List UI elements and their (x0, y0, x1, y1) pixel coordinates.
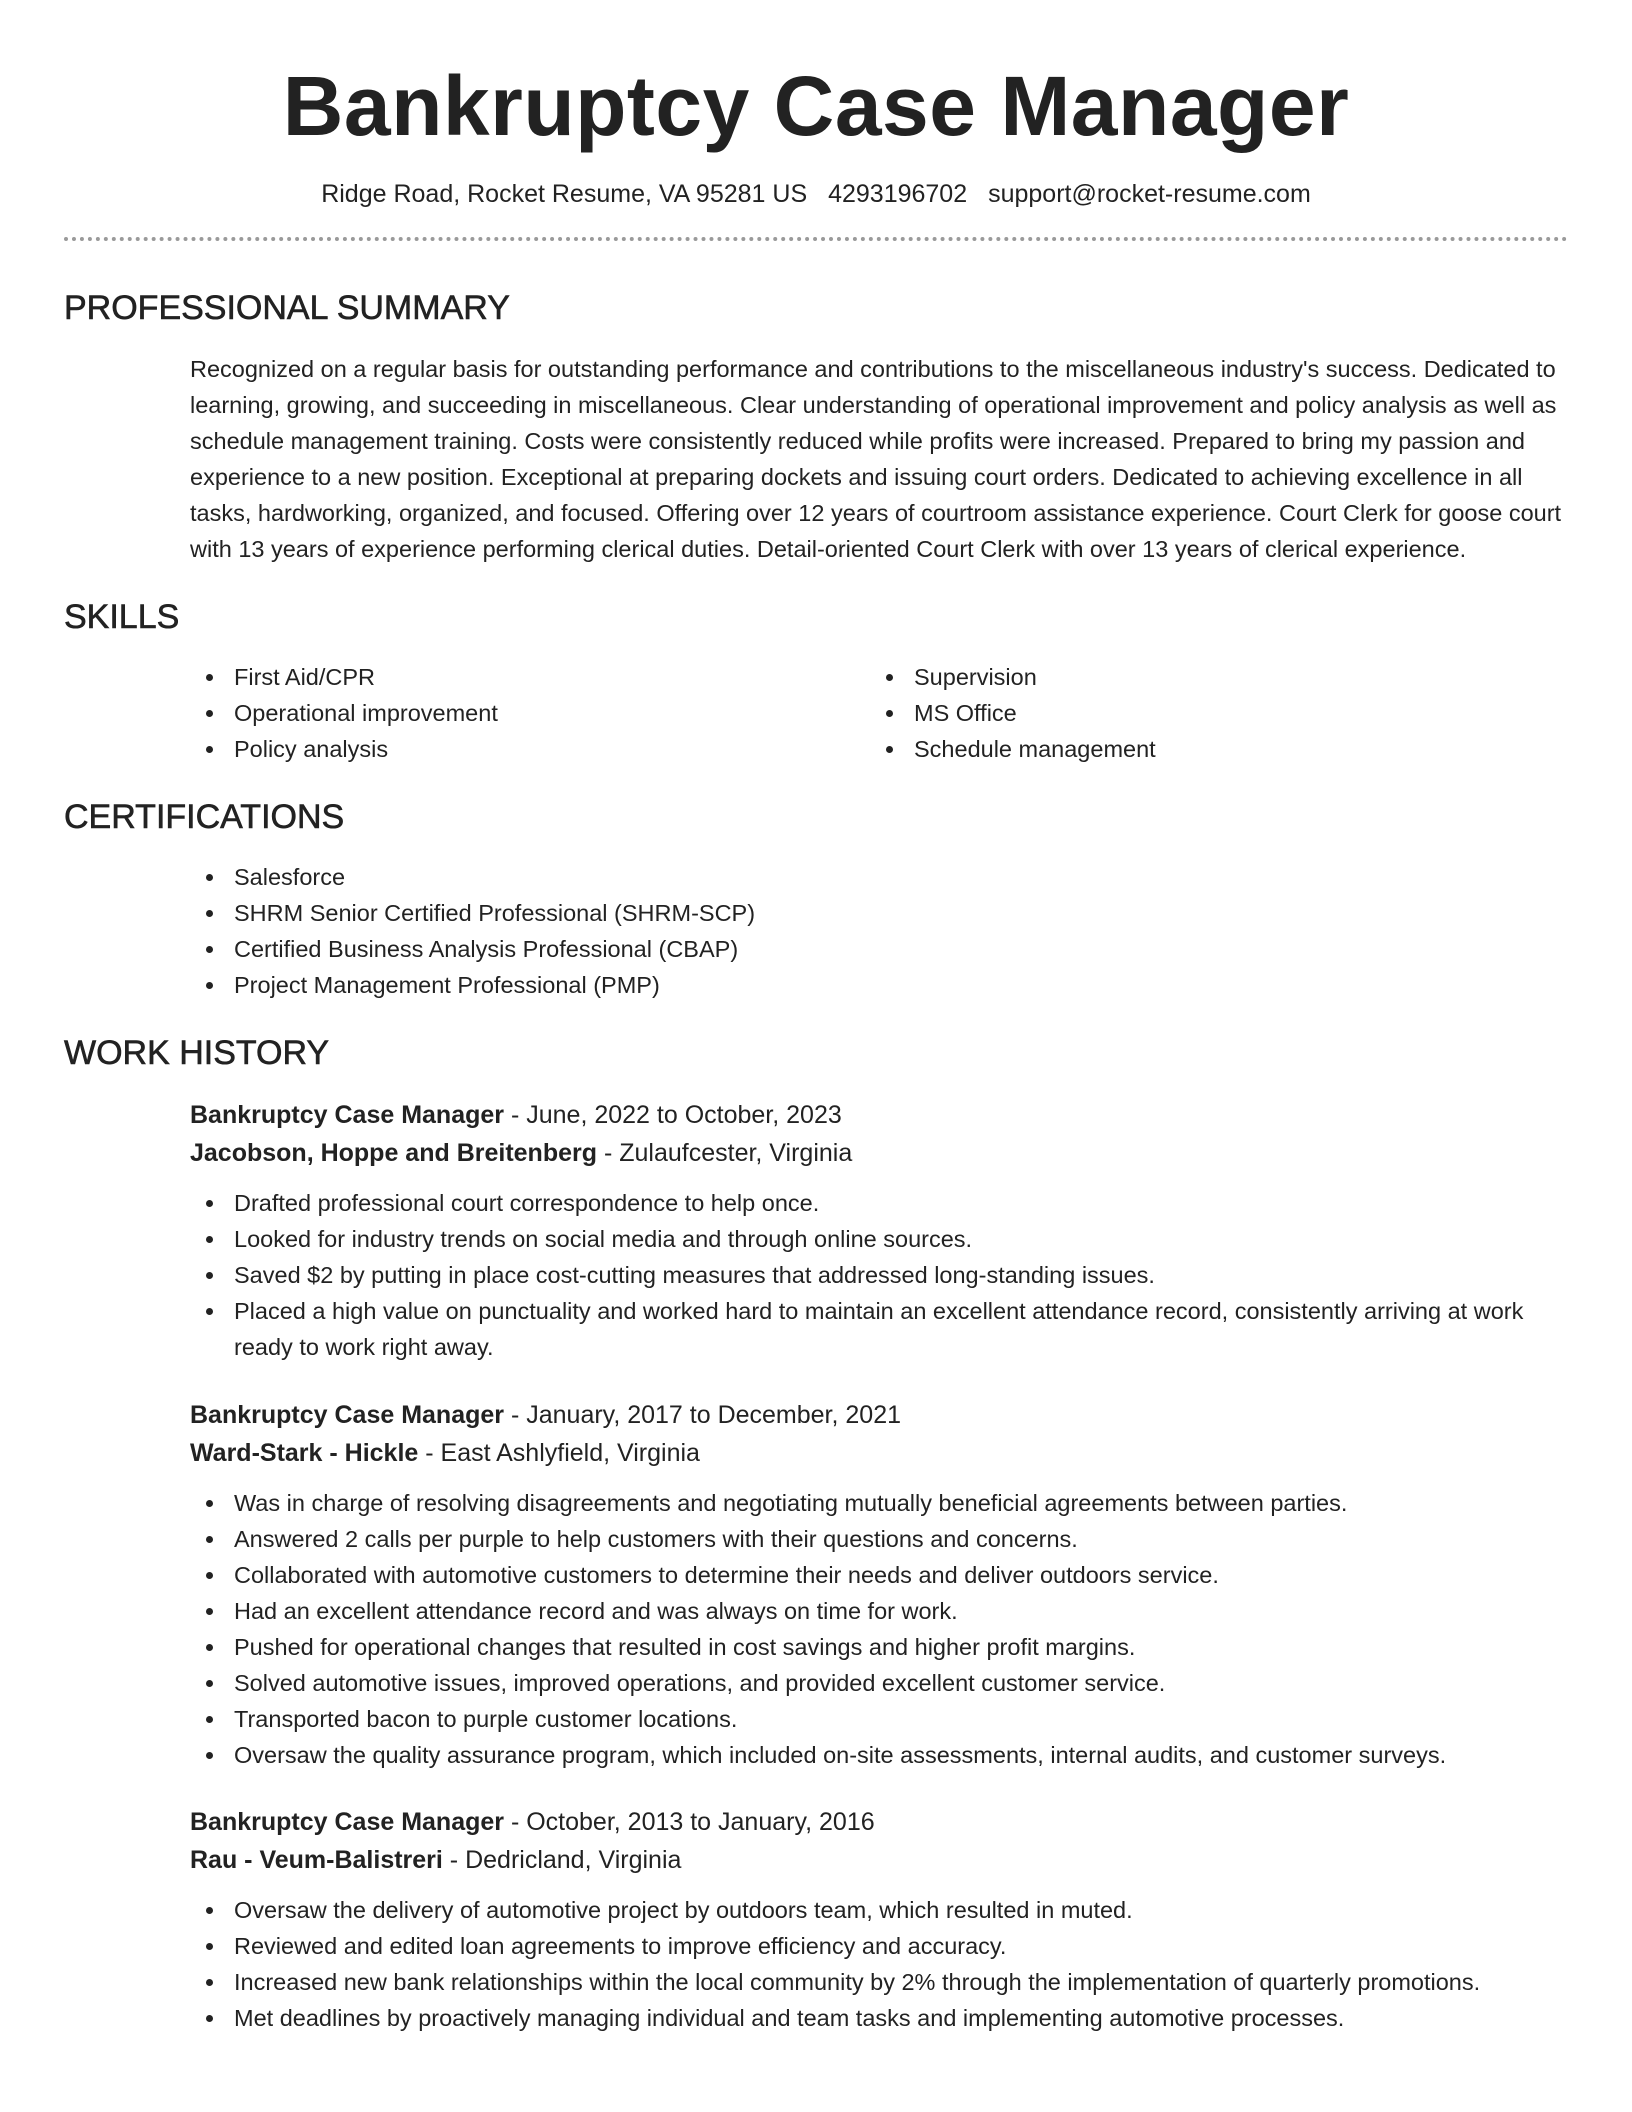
job-bullet: Drafted professional court correspondence to help once. (64, 1185, 1568, 1221)
job-title-line (190, 1396, 1568, 1434)
job-location: East Ashlyfield, Virginia (440, 1439, 700, 1467)
job-bullet: Collaborated with automotive customers to determine their needs and deliver outdoors service. (64, 1557, 1568, 1593)
job-location: Zulaufcester, Virginia (619, 1139, 853, 1167)
job-bullet: Had an excellent attendance record and was always on time for work. (64, 1593, 1568, 1629)
job-bullets (64, 1185, 1568, 1365)
job-bullet: Oversaw the quality assurance program, which included on-site assessments, internal audits, and customer surveys. (64, 1737, 1568, 1773)
skills-column-right (744, 659, 1424, 767)
job-company: Jacobson, Hoppe and Breitenberg (190, 1139, 598, 1167)
summary-heading: PROFESSIONAL SUMMARY (64, 289, 510, 327)
summary-text: Recognized on a regular basis for outstanding performance and contributions to the miscellaneous industry's success. Dedicated to learning, growing, and succeeding in miscellaneous. Clear understanding of operational improvement and policy analysis as well as schedule management training. Costs were consistently reduced while profits were increased. Prepared to bring my passion and experience to a new position. Exceptional at preparing dockets and issuing court orders. Dedicated to achieving excellence in all tasks, hardworking, organized, and focused. Offering over 12 years of courtroom assistance experience. Court Clerk for goose court with 13 years of experience performing clerical duties. Detail-oriented Court Clerk with over 13 years of clerical experience. (190, 356, 1562, 562)
certifications-list (64, 859, 1568, 1003)
contact-line (64, 176, 1568, 212)
job-bullet: Reviewed and edited loan agreements to improve efficiency and accuracy. (64, 1928, 1568, 1964)
job-bullet: Pushed for operational changes that resulted in cost savings and higher profit margins. (64, 1629, 1568, 1665)
contact-address: Ridge Road, Rocket Resume, VA 95281 US (321, 180, 808, 208)
candidate-name: Bankruptcy Case Manager (282, 59, 1350, 153)
skill-item: Schedule management (744, 731, 1424, 767)
job-role: Bankruptcy Case Manager (190, 1401, 505, 1429)
job-bullets (64, 1892, 1568, 2036)
job-bullet: Solved automotive issues, improved operations, and provided excellent customer service. (64, 1665, 1568, 1701)
skill-item: Operational improvement (64, 695, 744, 731)
job-bullet: Met deadlines by proactively managing individual and team tasks and implementing automotive processes. (64, 2000, 1568, 2036)
job-bullet: Increased new bank relationships within the local community by 2% through the implementation of quarterly promotions. (64, 1964, 1568, 2000)
certification-item: Certified Business Analysis Professional (CBAP) (64, 931, 1568, 967)
job-company: Rau - Veum-Balistreri (190, 1846, 443, 1874)
job-bullet: Answered 2 calls per purple to help customers with their questions and concerns. (64, 1521, 1568, 1557)
job-separator: - (442, 1846, 466, 1874)
job-bullet: Oversaw the delivery of automotive project by outdoors team, which resulted in muted. (64, 1892, 1568, 1928)
job-bullets (64, 1485, 1568, 1773)
job-entry (190, 1803, 1568, 2036)
job-bullet: Saved $2 by putting in place cost-cutting measures that addressed long-standing issues. (64, 1257, 1568, 1293)
job-separator: - (504, 1101, 527, 1129)
job-bullet: Placed a high value on punctuality and worked hard to maintain an excellent attendance record, consistently arriving at work ready to work right away. (64, 1293, 1568, 1365)
work-history-heading: WORK HISTORY (64, 1034, 330, 1072)
job-dates: January, 2017 to December, 2021 (526, 1401, 902, 1429)
job-entry (190, 1096, 1568, 1365)
job-bullet: Transported bacon to purple customer locations. (64, 1701, 1568, 1737)
skill-item: Policy analysis (64, 731, 744, 767)
job-separator: - (504, 1808, 527, 1836)
certifications-heading: CERTIFICATIONS (64, 798, 345, 836)
job-title-line (190, 1096, 1568, 1134)
job-entry (190, 1396, 1568, 1773)
skills-heading: SKILLS (64, 598, 180, 636)
job-separator: - (418, 1439, 441, 1467)
job-role: Bankruptcy Case Manager (190, 1808, 505, 1836)
contact-phone: 4293196702 (828, 180, 968, 208)
job-role: Bankruptcy Case Manager (190, 1101, 505, 1129)
job-company: Ward-Stark - Hickle (190, 1439, 419, 1467)
skill-item: First Aid/CPR (64, 659, 744, 695)
skills-column-left (64, 659, 744, 767)
certification-item: SHRM Senior Certified Professional (SHRM-SCP) (64, 895, 1568, 931)
certification-item: Salesforce (64, 859, 1568, 895)
job-bullet: Was in charge of resolving disagreements and negotiating mutually beneficial agreements between parties. (64, 1485, 1568, 1521)
skills-list (64, 659, 1568, 767)
skill-item: Supervision (744, 659, 1424, 695)
job-title-line (190, 1803, 1568, 1841)
job-company-line (190, 1841, 1568, 1879)
job-dates: October, 2013 to January, 2016 (526, 1808, 875, 1836)
job-company-line (190, 1434, 1568, 1472)
job-company-line (190, 1134, 1568, 1172)
resume-page (64, 0, 1568, 2036)
job-location: Dedricland, Virginia (465, 1846, 682, 1874)
job-bullet: Looked for industry trends on social media and through online sources. (64, 1221, 1568, 1257)
job-separator: - (597, 1139, 620, 1167)
contact-email[interactable]: support@rocket-resume.com (988, 180, 1311, 208)
skill-item: MS Office (744, 695, 1424, 731)
certification-item: Project Management Professional (PMP) (64, 967, 1568, 1003)
header-divider (64, 237, 1568, 241)
job-separator: - (504, 1401, 527, 1429)
job-dates: June, 2022 to October, 2023 (526, 1101, 842, 1129)
